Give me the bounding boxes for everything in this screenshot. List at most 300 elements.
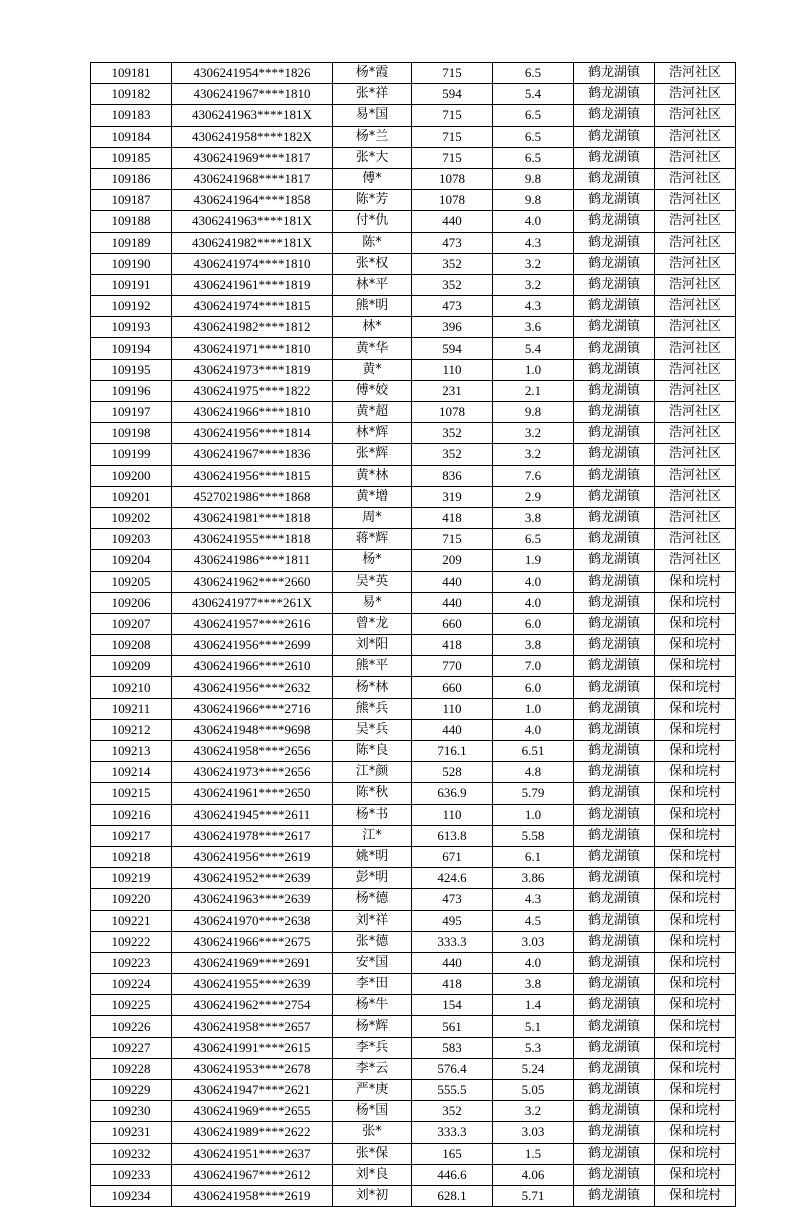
cell-rate: 3.8	[493, 974, 574, 995]
cell-id-card: 4306241963****2639	[172, 889, 333, 910]
cell-village: 浩河社区	[655, 423, 736, 444]
table-body	[91, 63, 736, 1207]
cell-serial: 109213	[91, 741, 172, 762]
cell-town: 鹤龙湖镇	[574, 974, 655, 995]
cell-id-card: 4306241973****2656	[172, 762, 333, 783]
cell-id-card: 4306241961****2650	[172, 783, 333, 804]
cell-serial: 109192	[91, 296, 172, 317]
cell-serial: 109219	[91, 868, 172, 889]
cell-id-card: 4306241977****261X	[172, 592, 333, 613]
cell-id-card: 4527021986****1868	[172, 486, 333, 507]
cell-amount: 660	[412, 677, 493, 698]
cell-amount: 319	[412, 486, 493, 507]
table-row	[91, 1185, 736, 1206]
table-row	[91, 338, 736, 359]
cell-town: 鹤龙湖镇	[574, 846, 655, 867]
cell-amount: 333.3	[412, 1122, 493, 1143]
cell-serial: 109196	[91, 380, 172, 401]
cell-town: 鹤龙湖镇	[574, 105, 655, 126]
cell-amount: 352	[412, 253, 493, 274]
cell-name: 熊*平	[333, 656, 412, 677]
cell-id-card: 4306241969****2691	[172, 952, 333, 973]
cell-id-card: 4306241951****2637	[172, 1143, 333, 1164]
cell-name: 黄*增	[333, 486, 412, 507]
cell-village: 浩河社区	[655, 465, 736, 486]
cell-rate: 4.3	[493, 232, 574, 253]
cell-town: 鹤龙湖镇	[574, 1143, 655, 1164]
cell-town: 鹤龙湖镇	[574, 762, 655, 783]
cell-name: 张*权	[333, 253, 412, 274]
cell-name: 易*国	[333, 105, 412, 126]
cell-amount: 1078	[412, 402, 493, 423]
cell-serial: 109210	[91, 677, 172, 698]
cell-amount: 440	[412, 952, 493, 973]
cell-serial: 109193	[91, 317, 172, 338]
cell-village: 保和垸村	[655, 592, 736, 613]
table-row	[91, 762, 736, 783]
cell-amount: 473	[412, 296, 493, 317]
cell-id-card: 4306241956****2699	[172, 635, 333, 656]
cell-id-card: 4306241955****2639	[172, 974, 333, 995]
cell-id-card: 4306241967****1836	[172, 444, 333, 465]
cell-town: 鹤龙湖镇	[574, 63, 655, 84]
cell-rate: 6.1	[493, 846, 574, 867]
table-row	[91, 931, 736, 952]
cell-name: 张*大	[333, 147, 412, 168]
cell-name: 陈*良	[333, 741, 412, 762]
cell-rate: 3.2	[493, 253, 574, 274]
cell-village: 保和垸村	[655, 1101, 736, 1122]
cell-amount: 440	[412, 592, 493, 613]
cell-serial: 109228	[91, 1058, 172, 1079]
cell-village: 浩河社区	[655, 105, 736, 126]
cell-serial: 109188	[91, 211, 172, 232]
cell-amount: 613.8	[412, 825, 493, 846]
cell-town: 鹤龙湖镇	[574, 402, 655, 423]
cell-town: 鹤龙湖镇	[574, 232, 655, 253]
cell-name: 安*国	[333, 952, 412, 973]
cell-village: 保和垸村	[655, 974, 736, 995]
table-row	[91, 741, 736, 762]
cell-serial: 109225	[91, 995, 172, 1016]
cell-id-card: 4306241970****2638	[172, 910, 333, 931]
table-row	[91, 274, 736, 295]
cell-name: 彭*明	[333, 868, 412, 889]
cell-rate: 1.0	[493, 359, 574, 380]
cell-name: 李*兵	[333, 1037, 412, 1058]
cell-rate: 4.0	[493, 211, 574, 232]
table-row	[91, 168, 736, 189]
cell-rate: 1.0	[493, 804, 574, 825]
cell-town: 鹤龙湖镇	[574, 190, 655, 211]
cell-rate: 6.0	[493, 677, 574, 698]
cell-id-card: 4306241963****181X	[172, 105, 333, 126]
cell-rate: 6.5	[493, 147, 574, 168]
table-row	[91, 232, 736, 253]
cell-serial: 109190	[91, 253, 172, 274]
cell-name: 杨*林	[333, 677, 412, 698]
cell-rate: 9.8	[493, 402, 574, 423]
cell-town: 鹤龙湖镇	[574, 126, 655, 147]
cell-village: 浩河社区	[655, 380, 736, 401]
cell-rate: 5.24	[493, 1058, 574, 1079]
cell-village: 保和垸村	[655, 931, 736, 952]
cell-amount: 473	[412, 889, 493, 910]
cell-serial: 109187	[91, 190, 172, 211]
cell-village: 保和垸村	[655, 571, 736, 592]
cell-name: 吴*英	[333, 571, 412, 592]
cell-serial: 109209	[91, 656, 172, 677]
cell-amount: 561	[412, 1016, 493, 1037]
cell-serial: 109199	[91, 444, 172, 465]
cell-amount: 715	[412, 126, 493, 147]
cell-name: 林*辉	[333, 423, 412, 444]
cell-name: 付*仇	[333, 211, 412, 232]
cell-amount: 715	[412, 105, 493, 126]
cell-village: 保和垸村	[655, 1037, 736, 1058]
cell-town: 鹤龙湖镇	[574, 529, 655, 550]
cell-serial: 109207	[91, 613, 172, 634]
cell-amount: 424.6	[412, 868, 493, 889]
cell-village: 保和垸村	[655, 741, 736, 762]
cell-village: 保和垸村	[655, 1185, 736, 1206]
cell-rate: 3.8	[493, 635, 574, 656]
cell-rate: 1.4	[493, 995, 574, 1016]
cell-rate: 4.06	[493, 1164, 574, 1185]
cell-town: 鹤龙湖镇	[574, 274, 655, 295]
cell-village: 保和垸村	[655, 825, 736, 846]
cell-rate: 3.2	[493, 444, 574, 465]
cell-id-card: 4306241966****2675	[172, 931, 333, 952]
cell-rate: 1.0	[493, 698, 574, 719]
cell-village: 保和垸村	[655, 783, 736, 804]
table-row	[91, 105, 736, 126]
cell-rate: 3.2	[493, 1101, 574, 1122]
table-row	[91, 1164, 736, 1185]
cell-serial: 109198	[91, 423, 172, 444]
cell-serial: 109189	[91, 232, 172, 253]
cell-id-card: 4306241961****1819	[172, 274, 333, 295]
cell-rate: 4.3	[493, 296, 574, 317]
cell-rate: 4.0	[493, 571, 574, 592]
cell-name: 姚*明	[333, 846, 412, 867]
table-row	[91, 359, 736, 380]
cell-amount: 495	[412, 910, 493, 931]
cell-serial: 109183	[91, 105, 172, 126]
cell-amount: 333.3	[412, 931, 493, 952]
cell-town: 鹤龙湖镇	[574, 613, 655, 634]
cell-rate: 5.4	[493, 338, 574, 359]
cell-id-card: 4306241967****2612	[172, 1164, 333, 1185]
cell-rate: 5.58	[493, 825, 574, 846]
cell-id-card: 4306241982****181X	[172, 232, 333, 253]
table-row	[91, 868, 736, 889]
cell-name: 熊*兵	[333, 698, 412, 719]
cell-id-card: 4306241991****2615	[172, 1037, 333, 1058]
cell-id-card: 4306241966****2610	[172, 656, 333, 677]
cell-serial: 109206	[91, 592, 172, 613]
cell-town: 鹤龙湖镇	[574, 656, 655, 677]
cell-name: 陈*芳	[333, 190, 412, 211]
cell-village: 浩河社区	[655, 253, 736, 274]
cell-amount: 594	[412, 338, 493, 359]
table-row	[91, 783, 736, 804]
cell-rate: 3.03	[493, 931, 574, 952]
cell-serial: 109212	[91, 719, 172, 740]
cell-village: 浩河社区	[655, 84, 736, 105]
table-row	[91, 952, 736, 973]
cell-town: 鹤龙湖镇	[574, 84, 655, 105]
cell-amount: 473	[412, 232, 493, 253]
table-row	[91, 974, 736, 995]
cell-village: 保和垸村	[655, 1016, 736, 1037]
cell-village: 浩河社区	[655, 550, 736, 571]
cell-name: 林*平	[333, 274, 412, 295]
cell-rate: 4.0	[493, 719, 574, 740]
cell-serial: 109203	[91, 529, 172, 550]
cell-village: 保和垸村	[655, 762, 736, 783]
cell-town: 鹤龙湖镇	[574, 995, 655, 1016]
cell-serial: 109221	[91, 910, 172, 931]
cell-name: 黄*华	[333, 338, 412, 359]
table-row	[91, 592, 736, 613]
cell-rate: 6.5	[493, 105, 574, 126]
cell-rate: 3.03	[493, 1122, 574, 1143]
table-row	[91, 698, 736, 719]
cell-id-card: 4306241953****2678	[172, 1058, 333, 1079]
cell-rate: 4.5	[493, 910, 574, 931]
table-row	[91, 126, 736, 147]
cell-amount: 231	[412, 380, 493, 401]
cell-town: 鹤龙湖镇	[574, 486, 655, 507]
cell-village: 保和垸村	[655, 656, 736, 677]
cell-serial: 109232	[91, 1143, 172, 1164]
cell-id-card: 4306241958****2657	[172, 1016, 333, 1037]
cell-serial: 109181	[91, 63, 172, 84]
cell-village: 保和垸村	[655, 1122, 736, 1143]
cell-id-card: 4306241974****1810	[172, 253, 333, 274]
cell-id-card: 4306241956****2632	[172, 677, 333, 698]
cell-town: 鹤龙湖镇	[574, 889, 655, 910]
table-row	[91, 317, 736, 338]
cell-amount: 154	[412, 995, 493, 1016]
cell-serial: 109215	[91, 783, 172, 804]
table-row	[91, 63, 736, 84]
cell-name: 江*	[333, 825, 412, 846]
table-row	[91, 402, 736, 423]
cell-village: 浩河社区	[655, 296, 736, 317]
cell-rate: 7.6	[493, 465, 574, 486]
cell-village: 浩河社区	[655, 486, 736, 507]
table-row	[91, 995, 736, 1016]
cell-town: 鹤龙湖镇	[574, 592, 655, 613]
cell-amount: 715	[412, 529, 493, 550]
cell-serial: 109208	[91, 635, 172, 656]
cell-rate: 6.51	[493, 741, 574, 762]
cell-amount: 110	[412, 804, 493, 825]
cell-serial: 109200	[91, 465, 172, 486]
cell-rate: 4.0	[493, 592, 574, 613]
table-row	[91, 423, 736, 444]
cell-name: 蒋*辉	[333, 529, 412, 550]
cell-village: 保和垸村	[655, 910, 736, 931]
cell-village: 浩河社区	[655, 168, 736, 189]
cell-town: 鹤龙湖镇	[574, 1164, 655, 1185]
cell-id-card: 4306241954****1826	[172, 63, 333, 84]
cell-village: 浩河社区	[655, 444, 736, 465]
cell-rate: 5.05	[493, 1080, 574, 1101]
cell-town: 鹤龙湖镇	[574, 1016, 655, 1037]
cell-id-card: 4306241952****2639	[172, 868, 333, 889]
cell-rate: 2.9	[493, 486, 574, 507]
cell-amount: 715	[412, 147, 493, 168]
cell-serial: 109191	[91, 274, 172, 295]
table-row	[91, 190, 736, 211]
cell-name: 陈*秋	[333, 783, 412, 804]
cell-serial: 109226	[91, 1016, 172, 1037]
cell-amount: 396	[412, 317, 493, 338]
cell-town: 鹤龙湖镇	[574, 423, 655, 444]
cell-serial: 109195	[91, 359, 172, 380]
cell-serial: 109217	[91, 825, 172, 846]
cell-rate: 1.5	[493, 1143, 574, 1164]
cell-amount: 440	[412, 571, 493, 592]
cell-id-card: 4306241973****1819	[172, 359, 333, 380]
cell-amount: 555.5	[412, 1080, 493, 1101]
cell-town: 鹤龙湖镇	[574, 1122, 655, 1143]
cell-amount: 770	[412, 656, 493, 677]
cell-rate: 1.9	[493, 550, 574, 571]
table-row	[91, 486, 736, 507]
cell-id-card: 4306241966****1810	[172, 402, 333, 423]
cell-village: 浩河社区	[655, 507, 736, 528]
cell-name: 熊*明	[333, 296, 412, 317]
cell-amount: 352	[412, 444, 493, 465]
cell-amount: 352	[412, 1101, 493, 1122]
cell-village: 保和垸村	[655, 952, 736, 973]
cell-serial: 109223	[91, 952, 172, 973]
table-row	[91, 889, 736, 910]
cell-town: 鹤龙湖镇	[574, 741, 655, 762]
cell-id-card: 4306241945****2611	[172, 804, 333, 825]
cell-village: 浩河社区	[655, 274, 736, 295]
cell-id-card: 4306241969****2655	[172, 1101, 333, 1122]
cell-id-card: 4306241989****2622	[172, 1122, 333, 1143]
cell-name: 刘*阳	[333, 635, 412, 656]
cell-id-card: 4306241958****182X	[172, 126, 333, 147]
cell-village: 保和垸村	[655, 995, 736, 1016]
cell-name: 杨*德	[333, 889, 412, 910]
cell-village: 浩河社区	[655, 63, 736, 84]
cell-rate: 6.0	[493, 613, 574, 634]
table-row	[91, 1143, 736, 1164]
cell-amount: 1078	[412, 190, 493, 211]
table-row	[91, 1080, 736, 1101]
cell-village: 保和垸村	[655, 1058, 736, 1079]
cell-village: 保和垸村	[655, 1164, 736, 1185]
table-row	[91, 635, 736, 656]
cell-id-card: 4306241967****1810	[172, 84, 333, 105]
cell-name: 杨*国	[333, 1101, 412, 1122]
table-row	[91, 529, 736, 550]
cell-town: 鹤龙湖镇	[574, 359, 655, 380]
cell-id-card: 4306241974****1815	[172, 296, 333, 317]
table-row	[91, 613, 736, 634]
cell-name: 杨*牛	[333, 995, 412, 1016]
cell-amount: 583	[412, 1037, 493, 1058]
cell-village: 保和垸村	[655, 1143, 736, 1164]
cell-village: 浩河社区	[655, 190, 736, 211]
cell-id-card: 4306241968****1817	[172, 168, 333, 189]
cell-village: 保和垸村	[655, 804, 736, 825]
table-row	[91, 550, 736, 571]
cell-amount: 352	[412, 274, 493, 295]
cell-amount: 446.6	[412, 1164, 493, 1185]
cell-rate: 3.2	[493, 423, 574, 444]
cell-town: 鹤龙湖镇	[574, 635, 655, 656]
cell-serial: 109204	[91, 550, 172, 571]
cell-amount: 440	[412, 211, 493, 232]
cell-rate: 9.8	[493, 168, 574, 189]
cell-name: 傅*	[333, 168, 412, 189]
cell-serial: 109182	[91, 84, 172, 105]
cell-village: 浩河社区	[655, 402, 736, 423]
cell-serial: 109229	[91, 1080, 172, 1101]
cell-id-card: 4306241948****9698	[172, 719, 333, 740]
cell-town: 鹤龙湖镇	[574, 550, 655, 571]
cell-id-card: 4306241966****2716	[172, 698, 333, 719]
cell-id-card: 4306241958****2656	[172, 741, 333, 762]
cell-amount: 418	[412, 974, 493, 995]
cell-serial: 109201	[91, 486, 172, 507]
cell-id-card: 4306241947****2621	[172, 1080, 333, 1101]
cell-name: 傅*姣	[333, 380, 412, 401]
cell-id-card: 4306241956****1814	[172, 423, 333, 444]
table-row	[91, 507, 736, 528]
cell-village: 浩河社区	[655, 338, 736, 359]
cell-town: 鹤龙湖镇	[574, 783, 655, 804]
cell-serial: 109227	[91, 1037, 172, 1058]
cell-amount: 440	[412, 719, 493, 740]
cell-serial: 109184	[91, 126, 172, 147]
cell-town: 鹤龙湖镇	[574, 910, 655, 931]
cell-name: 刘*初	[333, 1185, 412, 1206]
cell-amount: 352	[412, 423, 493, 444]
cell-rate: 5.1	[493, 1016, 574, 1037]
cell-town: 鹤龙湖镇	[574, 253, 655, 274]
cell-town: 鹤龙湖镇	[574, 1101, 655, 1122]
cell-rate: 3.2	[493, 274, 574, 295]
cell-serial: 109197	[91, 402, 172, 423]
cell-name: 杨*兰	[333, 126, 412, 147]
cell-serial: 109216	[91, 804, 172, 825]
cell-name: 杨*霞	[333, 63, 412, 84]
cell-rate: 6.5	[493, 63, 574, 84]
cell-id-card: 4306241964****1858	[172, 190, 333, 211]
cell-town: 鹤龙湖镇	[574, 571, 655, 592]
cell-serial: 109211	[91, 698, 172, 719]
cell-id-card: 4306241957****2616	[172, 613, 333, 634]
cell-id-card: 4306241975****1822	[172, 380, 333, 401]
cell-town: 鹤龙湖镇	[574, 952, 655, 973]
cell-town: 鹤龙湖镇	[574, 507, 655, 528]
cell-amount: 660	[412, 613, 493, 634]
cell-rate: 5.79	[493, 783, 574, 804]
cell-amount: 576.4	[412, 1058, 493, 1079]
cell-serial: 109218	[91, 846, 172, 867]
cell-serial: 109231	[91, 1122, 172, 1143]
cell-id-card: 4306241982****1812	[172, 317, 333, 338]
